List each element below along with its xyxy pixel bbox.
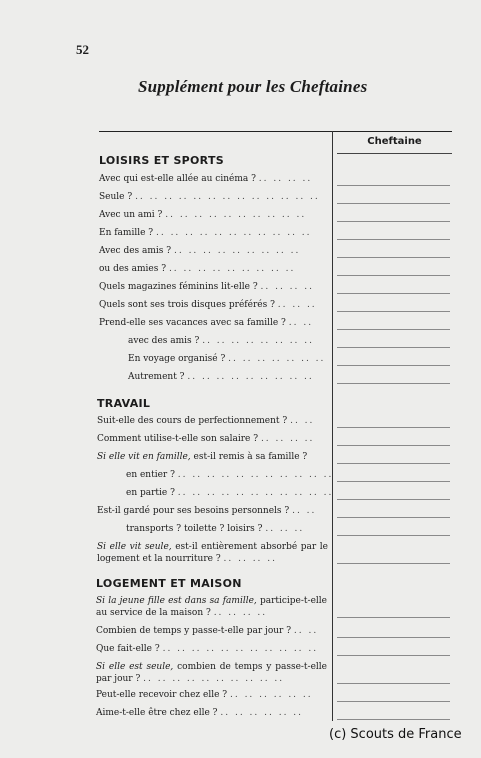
page-title: Supplément pour les Cheftaines (138, 77, 368, 96)
question: Est-il gardé pour ses besoins personnels ? .. .. (97, 506, 317, 516)
question-indented: transports ? toilette ? loisirs ? .. .. .. (126, 524, 305, 534)
question-multiline: Si la jeune fille est dans sa famille, participe-t-elle au service de la maison ? .. .. .. .. (96, 596, 327, 618)
answer-line (337, 517, 450, 518)
question: Prend-elle ses vacances avec sa famille ? .. .. (99, 318, 314, 328)
answer-line (337, 257, 450, 258)
answer-line (337, 293, 450, 294)
question: Seule ? .. .. .. .. .. .. .. .. .. .. .. .. .. (99, 192, 320, 202)
question: Que fait-elle ? .. .. .. .. .. .. .. .. .. .. .. (96, 644, 319, 654)
question-indented: En voyage organisé ? .. .. .. .. .. .. .. (128, 354, 326, 364)
question: Quels sont ses trois disques préférés ? .. .. .. (99, 300, 317, 310)
answer-line (337, 499, 450, 500)
question: Aime-t-elle être chez elle ? .. .. .. .. .. .. (96, 708, 304, 718)
question: ou des amies ? .. .. .. .. .. .. .. .. .. (99, 264, 296, 274)
column-header-cheftaine: Cheftaine (367, 136, 422, 147)
answer-line (337, 185, 450, 186)
answer-line (337, 617, 450, 618)
question: En famille ? .. .. .. .. .. .. .. .. .. .. .. (99, 228, 312, 238)
section-heading-travail: TRAVAIL (97, 397, 151, 410)
question-indented: Autrement ? .. .. .. .. .. .. .. .. .. (128, 372, 314, 382)
answer-line (337, 203, 450, 204)
question-multiline: Si elle vit seule, est-il entièrement absorbé par le logement et la nourriture ? .. .. .. .. (97, 542, 328, 564)
question-indented: avec des amis ? .. .. .. .. .. .. .. .. (128, 336, 315, 346)
answer-line (337, 463, 450, 464)
answer-line (337, 683, 450, 684)
question: Avec des amis ? .. .. .. .. .. .. .. .. .. (99, 246, 301, 256)
answer-line (337, 701, 450, 702)
page-number: 52 (76, 42, 89, 57)
answer-line (337, 365, 450, 366)
copyright-watermark: (c) Scouts de France (329, 727, 462, 742)
question: Si elle vit en famille, est-il remis à sa famille ? (97, 452, 308, 462)
answer-line (337, 481, 450, 482)
section-heading-loisirs: LOISIRS ET SPORTS (99, 154, 224, 167)
answer-line (337, 329, 450, 330)
answer-line (337, 239, 450, 240)
question: Quels magazines féminins lit-elle ? .. .. .. .. (99, 282, 314, 292)
answer-line (337, 427, 450, 428)
answer-line (337, 383, 450, 384)
question-multiline: Si elle est seule, combien de temps y passe-t-elle par jour ? .. .. .. .. .. .. .. .. .. .. (96, 662, 327, 684)
answer-line (337, 637, 450, 638)
question: Combien de temps y passe-t-elle par jour ? .. .. (96, 626, 319, 636)
question: Avec qui est-elle allée au cinéma ? .. .. .. .. (99, 174, 313, 184)
column-header-rule (337, 153, 452, 154)
answer-line (337, 655, 450, 656)
answer-line (337, 445, 450, 446)
question: Avec un ami ? .. .. .. .. .. .. .. .. .. .. (99, 210, 307, 220)
answer-line (337, 535, 450, 536)
answer-line (337, 221, 450, 222)
question: Comment utilise-t-elle son salaire ? .. .. .. .. (97, 434, 315, 444)
answer-line (337, 311, 450, 312)
question: Peut-elle recevoir chez elle ? .. .. .. .. .. .. (96, 690, 313, 700)
answer-line (337, 347, 450, 348)
question: Suit-elle des cours de perfectionnement ? .. .. (97, 416, 315, 426)
header-rule (99, 131, 452, 132)
answer-line (337, 719, 450, 720)
answer-line (337, 275, 450, 276)
answer-line (337, 563, 450, 564)
column-divider (332, 131, 333, 721)
section-heading-logement: LOGEMENT ET MAISON (96, 577, 242, 590)
question-indented: en entier ? .. .. .. .. .. .. .. .. .. .. .. (126, 470, 334, 480)
question-indented: en partie ? .. .. .. .. .. .. .. .. .. .. .. (126, 488, 334, 498)
